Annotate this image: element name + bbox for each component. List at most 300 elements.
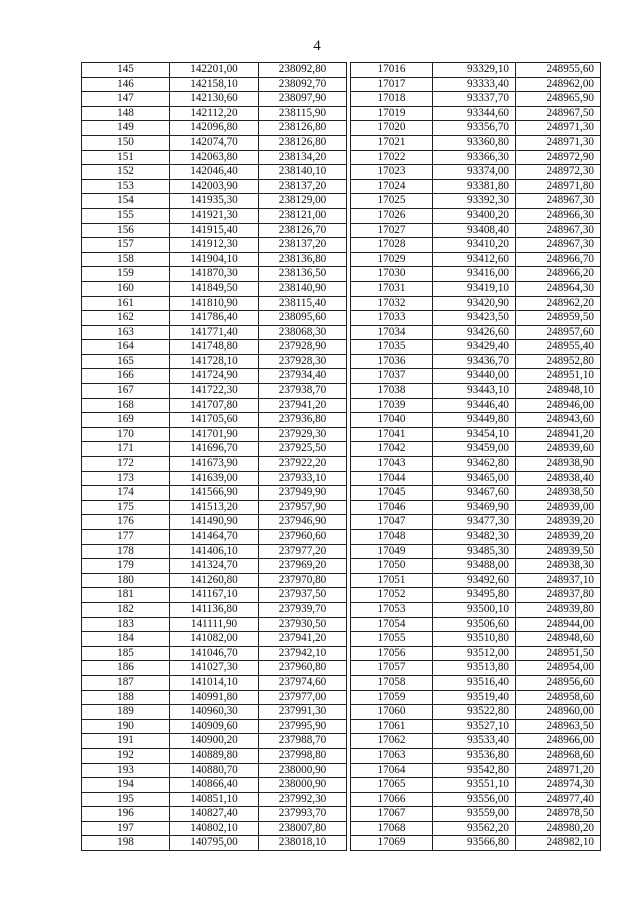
table-row bbox=[82, 135, 601, 150]
point-number-right-cell: 17069 bbox=[351, 836, 433, 851]
point-number-cell: 148 bbox=[82, 106, 170, 121]
y-coordinate-right-cell: 248967,30 bbox=[516, 238, 601, 253]
y-coordinate-cell: 238134,20 bbox=[259, 150, 347, 165]
point-number-right-cell: 17064 bbox=[351, 763, 433, 778]
point-number-right-cell: 17053 bbox=[351, 602, 433, 617]
x-coordinate-cell: 141724,90 bbox=[170, 369, 259, 384]
point-number-right-cell: 17043 bbox=[351, 457, 433, 472]
point-number-cell: 164 bbox=[82, 340, 170, 355]
x-coordinate-right-cell: 93533,40 bbox=[433, 734, 516, 749]
x-coordinate-right-cell: 93477,30 bbox=[433, 515, 516, 530]
point-number-right-cell: 17024 bbox=[351, 179, 433, 194]
x-coordinate-right-cell: 93443,10 bbox=[433, 384, 516, 399]
point-number-cell: 175 bbox=[82, 500, 170, 515]
y-coordinate-cell: 237933,10 bbox=[259, 471, 347, 486]
table-row bbox=[82, 617, 601, 632]
x-coordinate-cell: 141701,90 bbox=[170, 427, 259, 442]
point-number-right-cell: 17057 bbox=[351, 661, 433, 676]
y-coordinate-cell: 238092,80 bbox=[259, 63, 347, 78]
point-number-right-cell: 17031 bbox=[351, 281, 433, 296]
point-number-right-cell: 17039 bbox=[351, 398, 433, 413]
x-coordinate-right-cell: 93465,00 bbox=[433, 471, 516, 486]
point-number-cell: 146 bbox=[82, 77, 170, 92]
x-coordinate-cell: 141406,10 bbox=[170, 544, 259, 559]
x-coordinate-cell: 141915,40 bbox=[170, 223, 259, 238]
table-row bbox=[82, 238, 601, 253]
y-coordinate-cell: 237934,40 bbox=[259, 369, 347, 384]
point-number-cell: 194 bbox=[82, 778, 170, 793]
table-body bbox=[82, 63, 601, 851]
y-coordinate-right-cell: 248971,30 bbox=[516, 135, 601, 150]
y-coordinate-cell: 237949,90 bbox=[259, 486, 347, 501]
x-coordinate-cell: 141014,10 bbox=[170, 675, 259, 690]
point-number-cell: 163 bbox=[82, 325, 170, 340]
y-coordinate-right-cell: 248960,00 bbox=[516, 705, 601, 720]
y-coordinate-right-cell: 248982,10 bbox=[516, 836, 601, 851]
x-coordinate-cell: 141639,00 bbox=[170, 471, 259, 486]
table-row bbox=[82, 471, 601, 486]
point-number-cell: 152 bbox=[82, 165, 170, 180]
point-number-right-cell: 17027 bbox=[351, 223, 433, 238]
y-coordinate-right-cell: 248939,20 bbox=[516, 515, 601, 530]
point-number-right-cell: 17026 bbox=[351, 208, 433, 223]
point-number-right-cell: 17018 bbox=[351, 92, 433, 107]
point-number-right-cell: 17016 bbox=[351, 63, 433, 78]
y-coordinate-right-cell: 248972,90 bbox=[516, 150, 601, 165]
point-number-right-cell: 17038 bbox=[351, 384, 433, 399]
y-coordinate-right-cell: 248959,50 bbox=[516, 311, 601, 326]
x-coordinate-cell: 140909,60 bbox=[170, 719, 259, 734]
table-row bbox=[82, 602, 601, 617]
table-row bbox=[82, 325, 601, 340]
page-number: 4 bbox=[313, 38, 321, 54]
point-number-cell: 167 bbox=[82, 384, 170, 399]
point-number-right-cell: 17068 bbox=[351, 821, 433, 836]
y-coordinate-cell: 237977,20 bbox=[259, 544, 347, 559]
y-coordinate-cell: 237977,00 bbox=[259, 690, 347, 705]
y-coordinate-cell: 238068,30 bbox=[259, 325, 347, 340]
y-coordinate-right-cell: 248938,30 bbox=[516, 559, 601, 574]
x-coordinate-cell: 140889,80 bbox=[170, 748, 259, 763]
x-coordinate-cell: 140880,70 bbox=[170, 763, 259, 778]
y-coordinate-right-cell: 248944,00 bbox=[516, 617, 601, 632]
y-coordinate-right-cell: 248971,80 bbox=[516, 179, 601, 194]
point-number-cell: 154 bbox=[82, 194, 170, 209]
x-coordinate-right-cell: 93374,00 bbox=[433, 165, 516, 180]
coordinates-table bbox=[81, 62, 601, 851]
point-number-right-cell: 17035 bbox=[351, 340, 433, 355]
y-coordinate-right-cell: 248966,70 bbox=[516, 252, 601, 267]
x-coordinate-cell: 141082,00 bbox=[170, 632, 259, 647]
y-coordinate-cell: 238126,70 bbox=[259, 223, 347, 238]
table-row bbox=[82, 281, 601, 296]
x-coordinate-cell: 140991,80 bbox=[170, 690, 259, 705]
y-coordinate-cell: 237960,60 bbox=[259, 530, 347, 545]
x-coordinate-right-cell: 93542,80 bbox=[433, 763, 516, 778]
y-coordinate-right-cell: 248977,40 bbox=[516, 792, 601, 807]
x-coordinate-right-cell: 93400,20 bbox=[433, 208, 516, 223]
table-row bbox=[82, 705, 601, 720]
y-coordinate-cell: 237922,20 bbox=[259, 457, 347, 472]
y-coordinate-right-cell: 248939,20 bbox=[516, 530, 601, 545]
point-number-cell: 177 bbox=[82, 530, 170, 545]
x-coordinate-cell: 141490,90 bbox=[170, 515, 259, 530]
point-number-cell: 160 bbox=[82, 281, 170, 296]
y-coordinate-right-cell: 248943,60 bbox=[516, 413, 601, 428]
y-coordinate-right-cell: 248964,30 bbox=[516, 281, 601, 296]
point-number-cell: 179 bbox=[82, 559, 170, 574]
table-row bbox=[82, 544, 601, 559]
y-coordinate-right-cell: 248967,30 bbox=[516, 194, 601, 209]
table-row bbox=[82, 369, 601, 384]
point-number-cell: 149 bbox=[82, 121, 170, 136]
y-coordinate-right-cell: 248939,50 bbox=[516, 544, 601, 559]
table-row bbox=[82, 296, 601, 311]
x-coordinate-cell: 141771,40 bbox=[170, 325, 259, 340]
x-coordinate-cell: 141722,30 bbox=[170, 384, 259, 399]
x-coordinate-right-cell: 93513,80 bbox=[433, 661, 516, 676]
table-row bbox=[82, 340, 601, 355]
x-coordinate-cell: 141566,90 bbox=[170, 486, 259, 501]
point-number-cell: 147 bbox=[82, 92, 170, 107]
x-coordinate-right-cell: 93516,40 bbox=[433, 675, 516, 690]
x-coordinate-right-cell: 93495,80 bbox=[433, 588, 516, 603]
point-number-cell: 165 bbox=[82, 354, 170, 369]
x-coordinate-right-cell: 93519,40 bbox=[433, 690, 516, 705]
point-number-cell: 184 bbox=[82, 632, 170, 647]
x-coordinate-right-cell: 93436,70 bbox=[433, 354, 516, 369]
point-number-cell: 170 bbox=[82, 427, 170, 442]
point-number-right-cell: 17017 bbox=[351, 77, 433, 92]
point-number-cell: 156 bbox=[82, 223, 170, 238]
table-row bbox=[82, 398, 601, 413]
y-coordinate-cell: 238137,20 bbox=[259, 179, 347, 194]
x-coordinate-right-cell: 93412,60 bbox=[433, 252, 516, 267]
y-coordinate-cell: 238000,90 bbox=[259, 778, 347, 793]
y-coordinate-cell: 237993,70 bbox=[259, 807, 347, 822]
point-number-cell: 192 bbox=[82, 748, 170, 763]
point-number-right-cell: 17020 bbox=[351, 121, 433, 136]
x-coordinate-right-cell: 93329,10 bbox=[433, 63, 516, 78]
point-number-cell: 181 bbox=[82, 588, 170, 603]
table-row bbox=[82, 92, 601, 107]
point-number-cell: 180 bbox=[82, 573, 170, 588]
table-row bbox=[82, 106, 601, 121]
y-coordinate-right-cell: 248952,80 bbox=[516, 354, 601, 369]
y-coordinate-cell: 237995,90 bbox=[259, 719, 347, 734]
y-coordinate-right-cell: 248962,00 bbox=[516, 77, 601, 92]
x-coordinate-cell: 140827,40 bbox=[170, 807, 259, 822]
point-number-cell: 172 bbox=[82, 457, 170, 472]
x-coordinate-cell: 141111,90 bbox=[170, 617, 259, 632]
y-coordinate-right-cell: 248956,60 bbox=[516, 675, 601, 690]
y-coordinate-right-cell: 248937,80 bbox=[516, 588, 601, 603]
x-coordinate-right-cell: 93506,60 bbox=[433, 617, 516, 632]
point-number-right-cell: 17025 bbox=[351, 194, 433, 209]
x-coordinate-cell: 142096,80 bbox=[170, 121, 259, 136]
point-number-cell: 188 bbox=[82, 690, 170, 705]
point-number-cell: 151 bbox=[82, 150, 170, 165]
point-number-cell: 198 bbox=[82, 836, 170, 851]
x-coordinate-right-cell: 93440,00 bbox=[433, 369, 516, 384]
y-coordinate-cell: 238115,40 bbox=[259, 296, 347, 311]
table-row bbox=[82, 179, 601, 194]
x-coordinate-right-cell: 93566,80 bbox=[433, 836, 516, 851]
x-coordinate-cell: 142158,10 bbox=[170, 77, 259, 92]
x-coordinate-cell: 140900,20 bbox=[170, 734, 259, 749]
table-row bbox=[82, 632, 601, 647]
table-row bbox=[82, 208, 601, 223]
point-number-cell: 157 bbox=[82, 238, 170, 253]
y-coordinate-cell: 237946,90 bbox=[259, 515, 347, 530]
point-number-right-cell: 17030 bbox=[351, 267, 433, 282]
y-coordinate-cell: 238000,90 bbox=[259, 763, 347, 778]
y-coordinate-right-cell: 248938,40 bbox=[516, 471, 601, 486]
point-number-cell: 161 bbox=[82, 296, 170, 311]
table-row bbox=[82, 77, 601, 92]
point-number-right-cell: 17021 bbox=[351, 135, 433, 150]
x-coordinate-right-cell: 93449,80 bbox=[433, 413, 516, 428]
y-coordinate-cell: 238126,80 bbox=[259, 121, 347, 136]
point-number-right-cell: 17051 bbox=[351, 573, 433, 588]
point-number-right-cell: 17022 bbox=[351, 150, 433, 165]
point-number-right-cell: 17048 bbox=[351, 530, 433, 545]
x-coordinate-cell: 141912,30 bbox=[170, 238, 259, 253]
table-row bbox=[82, 588, 601, 603]
point-number-cell: 159 bbox=[82, 267, 170, 282]
x-coordinate-right-cell: 93360,80 bbox=[433, 135, 516, 150]
y-coordinate-cell: 237928,90 bbox=[259, 340, 347, 355]
y-coordinate-cell: 238126,80 bbox=[259, 135, 347, 150]
x-coordinate-right-cell: 93366,30 bbox=[433, 150, 516, 165]
y-coordinate-right-cell: 248955,60 bbox=[516, 63, 601, 78]
point-number-cell: 185 bbox=[82, 646, 170, 661]
x-coordinate-cell: 140960,30 bbox=[170, 705, 259, 720]
table-row bbox=[82, 675, 601, 690]
y-coordinate-cell: 237998,80 bbox=[259, 748, 347, 763]
point-number-cell: 183 bbox=[82, 617, 170, 632]
y-coordinate-cell: 237942,10 bbox=[259, 646, 347, 661]
table-row bbox=[82, 690, 601, 705]
table-row bbox=[82, 734, 601, 749]
x-coordinate-cell: 141870,30 bbox=[170, 267, 259, 282]
point-number-cell: 153 bbox=[82, 179, 170, 194]
x-coordinate-cell: 141696,70 bbox=[170, 442, 259, 457]
x-coordinate-right-cell: 93344,60 bbox=[433, 106, 516, 121]
x-coordinate-right-cell: 93510,80 bbox=[433, 632, 516, 647]
y-coordinate-right-cell: 248937,10 bbox=[516, 573, 601, 588]
point-number-right-cell: 17059 bbox=[351, 690, 433, 705]
point-number-cell: 193 bbox=[82, 763, 170, 778]
point-number-cell: 169 bbox=[82, 413, 170, 428]
y-coordinate-right-cell: 248978,50 bbox=[516, 807, 601, 822]
x-coordinate-cell: 141707,80 bbox=[170, 398, 259, 413]
x-coordinate-right-cell: 93467,60 bbox=[433, 486, 516, 501]
x-coordinate-right-cell: 93408,40 bbox=[433, 223, 516, 238]
point-number-right-cell: 17058 bbox=[351, 675, 433, 690]
point-number-right-cell: 17046 bbox=[351, 500, 433, 515]
table-row bbox=[82, 530, 601, 545]
x-coordinate-right-cell: 93429,40 bbox=[433, 340, 516, 355]
y-coordinate-cell: 238007,80 bbox=[259, 821, 347, 836]
table-row bbox=[82, 486, 601, 501]
table-row bbox=[82, 150, 601, 165]
point-number-cell: 166 bbox=[82, 369, 170, 384]
y-coordinate-right-cell: 248967,50 bbox=[516, 106, 601, 121]
point-number-right-cell: 17037 bbox=[351, 369, 433, 384]
point-number-right-cell: 17049 bbox=[351, 544, 433, 559]
y-coordinate-cell: 237970,80 bbox=[259, 573, 347, 588]
y-coordinate-cell: 237939,70 bbox=[259, 602, 347, 617]
point-number-cell: 150 bbox=[82, 135, 170, 150]
y-coordinate-cell: 238137,20 bbox=[259, 238, 347, 253]
point-number-cell: 171 bbox=[82, 442, 170, 457]
x-coordinate-cell: 141260,80 bbox=[170, 573, 259, 588]
point-number-right-cell: 17019 bbox=[351, 106, 433, 121]
y-coordinate-cell: 238095,60 bbox=[259, 311, 347, 326]
y-coordinate-right-cell: 248966,20 bbox=[516, 267, 601, 282]
point-number-right-cell: 17040 bbox=[351, 413, 433, 428]
x-coordinate-cell: 142063,80 bbox=[170, 150, 259, 165]
y-coordinate-right-cell: 248971,20 bbox=[516, 763, 601, 778]
x-coordinate-cell: 142201,00 bbox=[170, 63, 259, 78]
point-number-right-cell: 17060 bbox=[351, 705, 433, 720]
x-coordinate-right-cell: 93333,40 bbox=[433, 77, 516, 92]
y-coordinate-cell: 238092,70 bbox=[259, 77, 347, 92]
y-coordinate-right-cell: 248971,30 bbox=[516, 121, 601, 136]
x-coordinate-cell: 141849,50 bbox=[170, 281, 259, 296]
y-coordinate-right-cell: 248980,20 bbox=[516, 821, 601, 836]
point-number-cell: 145 bbox=[82, 63, 170, 78]
x-coordinate-cell: 142003,90 bbox=[170, 179, 259, 194]
x-coordinate-right-cell: 93559,00 bbox=[433, 807, 516, 822]
point-number-right-cell: 17044 bbox=[351, 471, 433, 486]
x-coordinate-cell: 141810,90 bbox=[170, 296, 259, 311]
x-coordinate-cell: 141673,90 bbox=[170, 457, 259, 472]
y-coordinate-cell: 238140,10 bbox=[259, 165, 347, 180]
y-coordinate-right-cell: 248957,60 bbox=[516, 325, 601, 340]
x-coordinate-cell: 141464,70 bbox=[170, 530, 259, 545]
table-row bbox=[82, 194, 601, 209]
y-coordinate-cell: 237960,80 bbox=[259, 661, 347, 676]
y-coordinate-cell: 238115,90 bbox=[259, 106, 347, 121]
point-number-cell: 186 bbox=[82, 661, 170, 676]
x-coordinate-cell: 141324,70 bbox=[170, 559, 259, 574]
point-number-right-cell: 17045 bbox=[351, 486, 433, 501]
table-row bbox=[82, 457, 601, 472]
x-coordinate-right-cell: 93454,10 bbox=[433, 427, 516, 442]
x-coordinate-cell: 140795,00 bbox=[170, 836, 259, 851]
y-coordinate-cell: 237938,70 bbox=[259, 384, 347, 399]
x-coordinate-cell: 141935,30 bbox=[170, 194, 259, 209]
x-coordinate-right-cell: 93562,20 bbox=[433, 821, 516, 836]
x-coordinate-cell: 141748,80 bbox=[170, 340, 259, 355]
point-number-cell: 178 bbox=[82, 544, 170, 559]
x-coordinate-cell: 140851,10 bbox=[170, 792, 259, 807]
y-coordinate-cell: 237974,60 bbox=[259, 675, 347, 690]
x-coordinate-right-cell: 93488,00 bbox=[433, 559, 516, 574]
table-row bbox=[82, 559, 601, 574]
x-coordinate-cell: 141046,70 bbox=[170, 646, 259, 661]
y-coordinate-cell: 237941,20 bbox=[259, 632, 347, 647]
y-coordinate-right-cell: 248967,30 bbox=[516, 223, 601, 238]
x-coordinate-right-cell: 93500,10 bbox=[433, 602, 516, 617]
x-coordinate-cell: 141921,30 bbox=[170, 208, 259, 223]
table-row bbox=[82, 748, 601, 763]
x-coordinate-right-cell: 93337,70 bbox=[433, 92, 516, 107]
y-coordinate-cell: 237930,50 bbox=[259, 617, 347, 632]
point-number-cell: 173 bbox=[82, 471, 170, 486]
x-coordinate-right-cell: 93423,50 bbox=[433, 311, 516, 326]
x-coordinate-cell: 141728,10 bbox=[170, 354, 259, 369]
table-row bbox=[82, 573, 601, 588]
point-number-right-cell: 17050 bbox=[351, 559, 433, 574]
point-number-right-cell: 17055 bbox=[351, 632, 433, 647]
x-coordinate-cell: 141786,40 bbox=[170, 311, 259, 326]
y-coordinate-cell: 238136,50 bbox=[259, 267, 347, 282]
y-coordinate-right-cell: 248938,90 bbox=[516, 457, 601, 472]
table-row bbox=[82, 500, 601, 515]
x-coordinate-right-cell: 93492,60 bbox=[433, 573, 516, 588]
point-number-right-cell: 17041 bbox=[351, 427, 433, 442]
x-coordinate-right-cell: 93381,80 bbox=[433, 179, 516, 194]
point-number-right-cell: 17063 bbox=[351, 748, 433, 763]
table-row bbox=[82, 792, 601, 807]
y-coordinate-right-cell: 248966,30 bbox=[516, 208, 601, 223]
point-number-right-cell: 17061 bbox=[351, 719, 433, 734]
x-coordinate-cell: 140866,40 bbox=[170, 778, 259, 793]
x-coordinate-right-cell: 93469,90 bbox=[433, 500, 516, 515]
x-coordinate-right-cell: 93446,40 bbox=[433, 398, 516, 413]
y-coordinate-right-cell: 248951,10 bbox=[516, 369, 601, 384]
point-number-cell: 189 bbox=[82, 705, 170, 720]
x-coordinate-cell: 142112,20 bbox=[170, 106, 259, 121]
x-coordinate-right-cell: 93416,00 bbox=[433, 267, 516, 282]
y-coordinate-right-cell: 248965,90 bbox=[516, 92, 601, 107]
y-coordinate-cell: 238121,00 bbox=[259, 208, 347, 223]
x-coordinate-right-cell: 93392,30 bbox=[433, 194, 516, 209]
x-coordinate-right-cell: 93551,10 bbox=[433, 778, 516, 793]
x-coordinate-right-cell: 93462,80 bbox=[433, 457, 516, 472]
y-coordinate-right-cell: 248951,50 bbox=[516, 646, 601, 661]
table-row bbox=[82, 719, 601, 734]
y-coordinate-right-cell: 248938,50 bbox=[516, 486, 601, 501]
table-row bbox=[82, 63, 601, 78]
point-number-cell: 176 bbox=[82, 515, 170, 530]
point-number-cell: 162 bbox=[82, 311, 170, 326]
point-number-right-cell: 17052 bbox=[351, 588, 433, 603]
x-coordinate-right-cell: 93522,80 bbox=[433, 705, 516, 720]
y-coordinate-cell: 237941,20 bbox=[259, 398, 347, 413]
table-row bbox=[82, 354, 601, 369]
point-number-right-cell: 17056 bbox=[351, 646, 433, 661]
x-coordinate-cell: 141705,60 bbox=[170, 413, 259, 428]
y-coordinate-cell: 237957,90 bbox=[259, 500, 347, 515]
table-row bbox=[82, 413, 601, 428]
table-row bbox=[82, 442, 601, 457]
table-row bbox=[82, 267, 601, 282]
y-coordinate-cell: 237988,70 bbox=[259, 734, 347, 749]
x-coordinate-cell: 142130,60 bbox=[170, 92, 259, 107]
point-number-right-cell: 17054 bbox=[351, 617, 433, 632]
x-coordinate-cell: 141167,10 bbox=[170, 588, 259, 603]
y-coordinate-right-cell: 248939,80 bbox=[516, 602, 601, 617]
table-row bbox=[82, 223, 601, 238]
y-coordinate-right-cell: 248946,00 bbox=[516, 398, 601, 413]
y-coordinate-right-cell: 248954,00 bbox=[516, 661, 601, 676]
x-coordinate-right-cell: 93356,70 bbox=[433, 121, 516, 136]
point-number-cell: 174 bbox=[82, 486, 170, 501]
